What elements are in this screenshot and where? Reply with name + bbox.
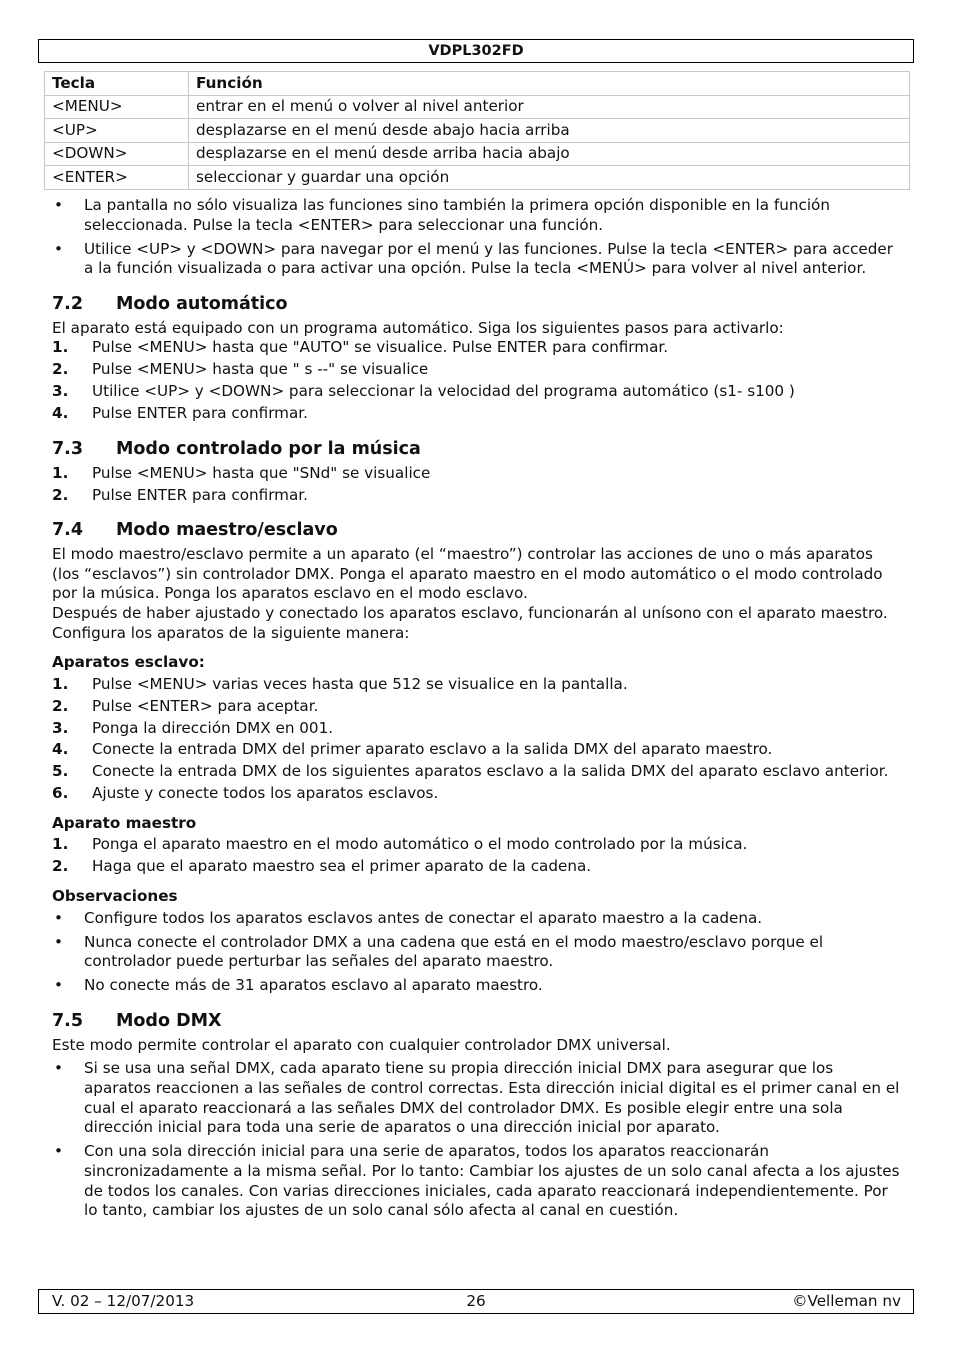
list-item: 1. Pulse <MENU> varias veces hasta que 512 se visualice en la pantalla. bbox=[52, 674, 628, 693]
table-header-cell: Función bbox=[189, 72, 910, 96]
list-item: • Utilice <UP> y <DOWN> para navegar por el menú y las funciones. Pulse la tecla <ENTER> para acceder a la función visualizada o para activar una opción. Pulse la tecla <MENÚ> para volver al nivel anterior. bbox=[52, 240, 904, 279]
table-cell: <UP> bbox=[45, 119, 189, 143]
section-heading-7-4: 7.4 Modo maestro/esclavo bbox=[52, 520, 338, 541]
key-function-table bbox=[44, 71, 910, 190]
table-cell: desplazarse en el menú desde arriba hacia abajo bbox=[189, 142, 910, 166]
table-cell: <ENTER> bbox=[45, 166, 189, 190]
page-number: 26 bbox=[466, 1292, 486, 1310]
table-cell: entrar en el menú o volver al nivel anterior bbox=[189, 95, 910, 119]
table-header-row bbox=[45, 72, 910, 96]
list-item: 2. Pulse ENTER para confirmar. bbox=[52, 485, 308, 504]
list-item: 2. Haga que el aparato maestro sea el primer aparato de la cadena. bbox=[52, 857, 592, 876]
list-item: 2. Pulse <MENU> hasta que " s --" se visualice bbox=[52, 360, 429, 379]
list-item: • Configure todos los aparatos esclavos antes de conectar el aparato maestro a la cadena. bbox=[52, 909, 904, 929]
list-item: • No conecte más de 31 aparatos esclavo al aparato maestro. bbox=[52, 976, 904, 996]
page-content bbox=[52, 196, 904, 1225]
table-row bbox=[45, 142, 910, 166]
paragraph: Después de haber ajustado y conectado los aparatos esclavo, funcionarán al unísono con el aparato maestro. Configura los aparatos de la siguiente manera: bbox=[52, 604, 888, 642]
list-item: 3. Utilice <UP> y <DOWN> para seleccionar la velocidad del programa automático (s1- s100 ) bbox=[52, 382, 795, 401]
page-footer bbox=[38, 1289, 914, 1314]
subheading-master: Aparato maestro bbox=[52, 813, 197, 832]
table-header-cell: Tecla bbox=[45, 72, 189, 96]
section-heading-7-3: 7.3 Modo controlado por la música bbox=[52, 438, 421, 459]
list-item: 4. Pulse ENTER para confirmar. bbox=[52, 404, 308, 423]
steps-list bbox=[52, 464, 904, 505]
steps-list bbox=[52, 835, 904, 876]
subheading-notes: Observaciones bbox=[52, 886, 178, 905]
paragraph: Este modo permite controlar el aparato con cualquier controlador DMX universal. bbox=[52, 1035, 671, 1054]
list-item: 3. Ponga la dirección DMX en 001. bbox=[52, 718, 334, 737]
steps-list bbox=[52, 338, 904, 423]
list-item: 2. Pulse <ENTER> para aceptar. bbox=[52, 696, 319, 715]
list-item: 6. Ajuste y conecte todos los aparatos esclavos. bbox=[52, 784, 439, 803]
steps-list bbox=[52, 675, 904, 804]
version-date: V. 02 – 12/07/2013 bbox=[52, 1292, 195, 1310]
section-heading-7-2: 7.2 Modo automático bbox=[52, 293, 288, 314]
list-item: 4. Conecte la entrada DMX del primer aparato esclavo a la salida DMX del aparato maestro. bbox=[52, 740, 773, 759]
list-item: • Nunca conecte el controlador DMX a una cadena que está en el modo maestro/esclavo porque el controlador puede perturbar las señales del aparato maestro. bbox=[52, 933, 904, 972]
table-cell: <MENU> bbox=[45, 95, 189, 119]
model-title: VDPL302FD bbox=[428, 43, 524, 59]
list-item: • Si se usa una señal DMX, cada aparato tiene su propia dirección inicial DMX para asegurar que los aparatos reaccionen a las señales de control correctas. Esta dirección inicial digital es el primer canal en el cual el aparato reaccionará a las señales DMX del controlador DMX. Es posible elegir entre una sola dirección inicial para toda una serie de aparatos o una dirección inicial por aparato. bbox=[52, 1059, 904, 1137]
subheading-slaves: Aparatos esclavo: bbox=[52, 653, 205, 672]
table-row bbox=[45, 95, 910, 119]
table-row bbox=[45, 119, 910, 143]
page-header bbox=[38, 39, 914, 63]
list-item: 1. Ponga el aparato maestro en el modo automático o el modo controlado por la música. bbox=[52, 835, 748, 854]
table-cell: <DOWN> bbox=[45, 142, 189, 166]
table-cell: desplazarse en el menú desde abajo hacia arriba bbox=[189, 119, 910, 143]
copyright: ©Velleman nv bbox=[792, 1292, 901, 1310]
table-cell: seleccionar y guardar una opción bbox=[189, 166, 910, 190]
list-item: 1. Pulse <MENU> hasta que "AUTO" se visualice. Pulse ENTER para confirmar. bbox=[52, 338, 669, 357]
dmx-bullet-list bbox=[52, 1059, 904, 1220]
list-item: • Con una sola dirección inicial para una serie de aparatos, todos los aparatos reaccionarán sincronizadamente a la misma señal. Por lo tanto: Cambiar los ajustes de un solo canal afecta a los ajustes de todos los canales. Con varias direcciones iniciales, cada aparato reaccionará independientemente. Por lo tanto, cambiar los ajustes de un solo canal sólo afecta al canal en cuestión. bbox=[52, 1142, 904, 1220]
section-heading-7-5: 7.5 Modo DMX bbox=[52, 1010, 222, 1031]
paragraph: El modo maestro/esclavo permite a un aparato (el “maestro”) controlar las acciones de uno o más aparatos (los “esclavos”) sin controlador DMX. Ponga el aparato maestro en el modo automático o el modo controlado por la música. Ponga los aparatos esclavo en el modo esclavo. bbox=[52, 545, 883, 603]
list-item: 1. Pulse <MENU> hasta que "SNd" se visualice bbox=[52, 463, 431, 482]
intro-bullet-list bbox=[52, 196, 904, 279]
list-item: 5. Conecte la entrada DMX de los siguientes aparatos esclavo a la salida DMX del aparato esclavo anterior. bbox=[52, 762, 889, 781]
paragraph: El aparato está equipado con un programa automático. Siga los siguientes pasos para activarlo: bbox=[52, 318, 784, 337]
list-item: • La pantalla no sólo visualiza las funciones sino también la primera opción disponible en la función seleccionada. Pulse la tecla <ENTER> para seleccionar una función. bbox=[52, 196, 904, 235]
notes-bullet-list bbox=[52, 909, 904, 996]
table-row bbox=[45, 166, 910, 190]
